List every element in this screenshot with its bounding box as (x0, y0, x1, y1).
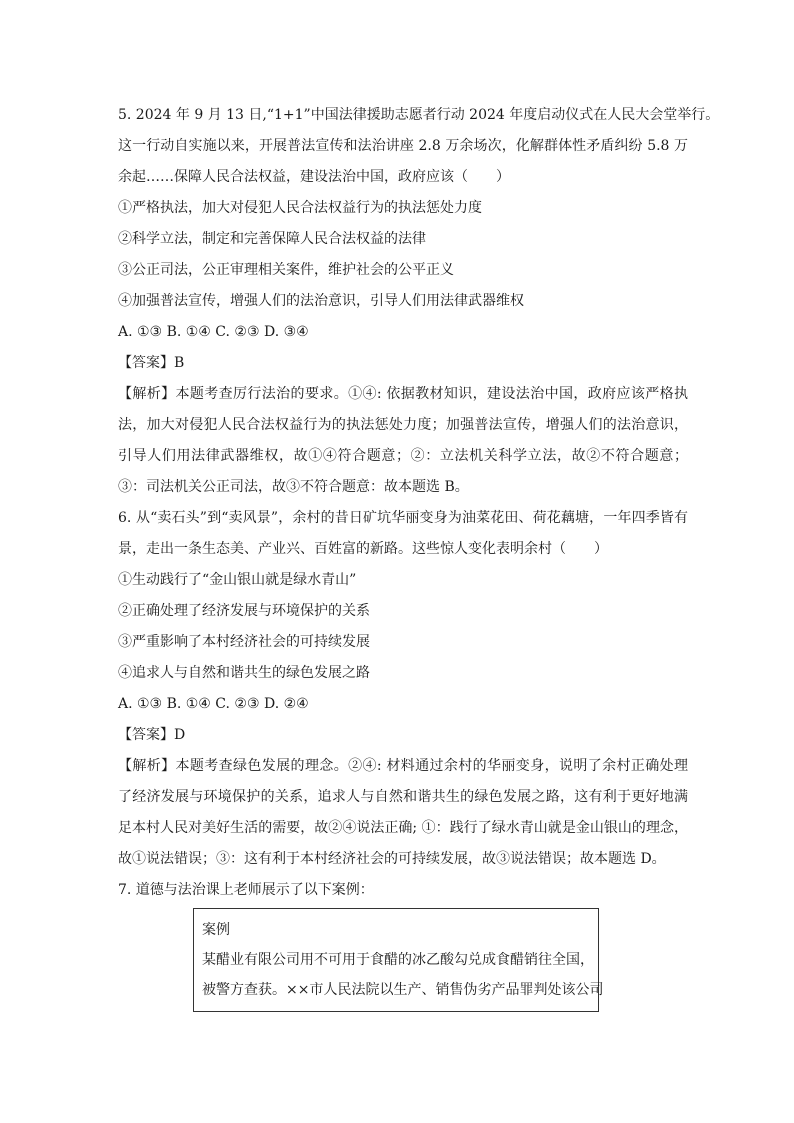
q6-analysis-line-3: 足本村人民对美好生活的需要，故②④说法正确; ①：践行了绿水青山就是金山银山的理念， (118, 820, 688, 836)
q6-option-2: ②正确处理了经济发展与环境保护的关系 (118, 603, 370, 619)
q5-option-2: ②科学立法，制定和完善保障人民合法权益的法律 (118, 231, 426, 247)
document-page (118, 100, 720, 906)
q6-stem-line-2: 景，走出一条生态美、产业兴、百姓富的新路。这些惊人变化表明余村（ ） (118, 541, 608, 557)
q6-analysis-line-4: 故①说法错误；③：这有利于本村经济社会的可持续发展，故③说法错误；故本题选 D。 (118, 851, 666, 867)
q6-choices: A. ①③ B. ①④ C. ②③ D. ②④ (118, 696, 309, 712)
question-5 (118, 100, 720, 503)
q5-analysis-line-1: 【解析】本题考查厉行法治的要求。①④: 依据教材知识，建设法治中国，政府应该严格执 (118, 386, 688, 402)
case-box (193, 908, 604, 1012)
question-6 (118, 503, 688, 875)
q6-answer: 【答案】D (118, 727, 186, 743)
q5-stem-line-1: 5. 2024 年 9 月 13 日,“1+1”中国法律援助志愿者行动 2024 年度启动仪式在人民大会堂举行。 (118, 107, 720, 123)
q6-analysis-line-1: 【解析】本题考查绿色发展的理念。②④: 材料通过余村的华丽变身，说明了余村正确处理 (118, 758, 688, 774)
q5-stem-line-2: 这一行动自实施以来，开展普法宣传和法治讲座 2.8 万余场次，化解群体性矛盾纠纷 5.8 万 (118, 138, 688, 154)
q5-stem-line-3: 余起……保障人民合法权益，建设法治中国，政府应该（ ） (118, 169, 510, 185)
q5-choices: A. ①③ B. ①④ C. ②③ D. ③④ (118, 324, 309, 340)
q5-answer: 【答案】B (118, 355, 185, 371)
q5-option-1: ①严格执法，加大对侵犯人民合法权益行为的执法惩处力度 (118, 200, 482, 216)
q6-analysis-line-2: 了经济发展与环境保护的关系，追求人与自然和谐共生的绿色发展之路，这有利于更好地满 (118, 789, 688, 805)
q5-analysis-line-4: ③：司法机关公正司法，故③不符合题意：故本题选 B。 (118, 479, 469, 495)
case-title: 案例 (202, 922, 230, 938)
q6-option-4: ④追求人与自然和谐共生的绿色发展之路 (118, 665, 370, 681)
q6-stem-line-1: 6. 从“卖石头”到“卖风景”，余村的昔日矿坑华丽变身为油菜花田、荷花藕塘，一年四季皆有 (118, 510, 688, 526)
q6-option-3: ③严重影响了本村经济社会的可持续发展 (118, 634, 370, 650)
q7-stem: 7. 道德与法治课上老师展示了以下案例： (118, 882, 374, 898)
q5-analysis-line-2: 法，加大对侵犯人民合法权益行为的执法惩处力度；加强普法宣传，增强人们的法治意识， (118, 417, 688, 433)
q5-option-3: ③公正司法，公正审理相关案件，维护社会的公平正义 (118, 262, 454, 278)
q5-analysis-line-3: 引导人们用法律武器维权，故①④符合题意；②：立法机关科学立法，故②不符合题意； (118, 448, 688, 464)
q5-option-4: ④加强普法宣传，增强人们的法治意识，引导人们用法律武器维权 (118, 293, 524, 309)
question-7 (118, 875, 688, 906)
case-line-2: 被警方查获。××市人民法院以生产、销售伪劣产品罪判处该公司 (202, 982, 604, 998)
q6-option-1: ①生动践行了“金山银山就是绿水青山” (118, 572, 357, 588)
case-line-1: 某醋业有限公司用不可用于食醋的冰乙酸勾兑成食醋销往全国， (202, 952, 594, 968)
